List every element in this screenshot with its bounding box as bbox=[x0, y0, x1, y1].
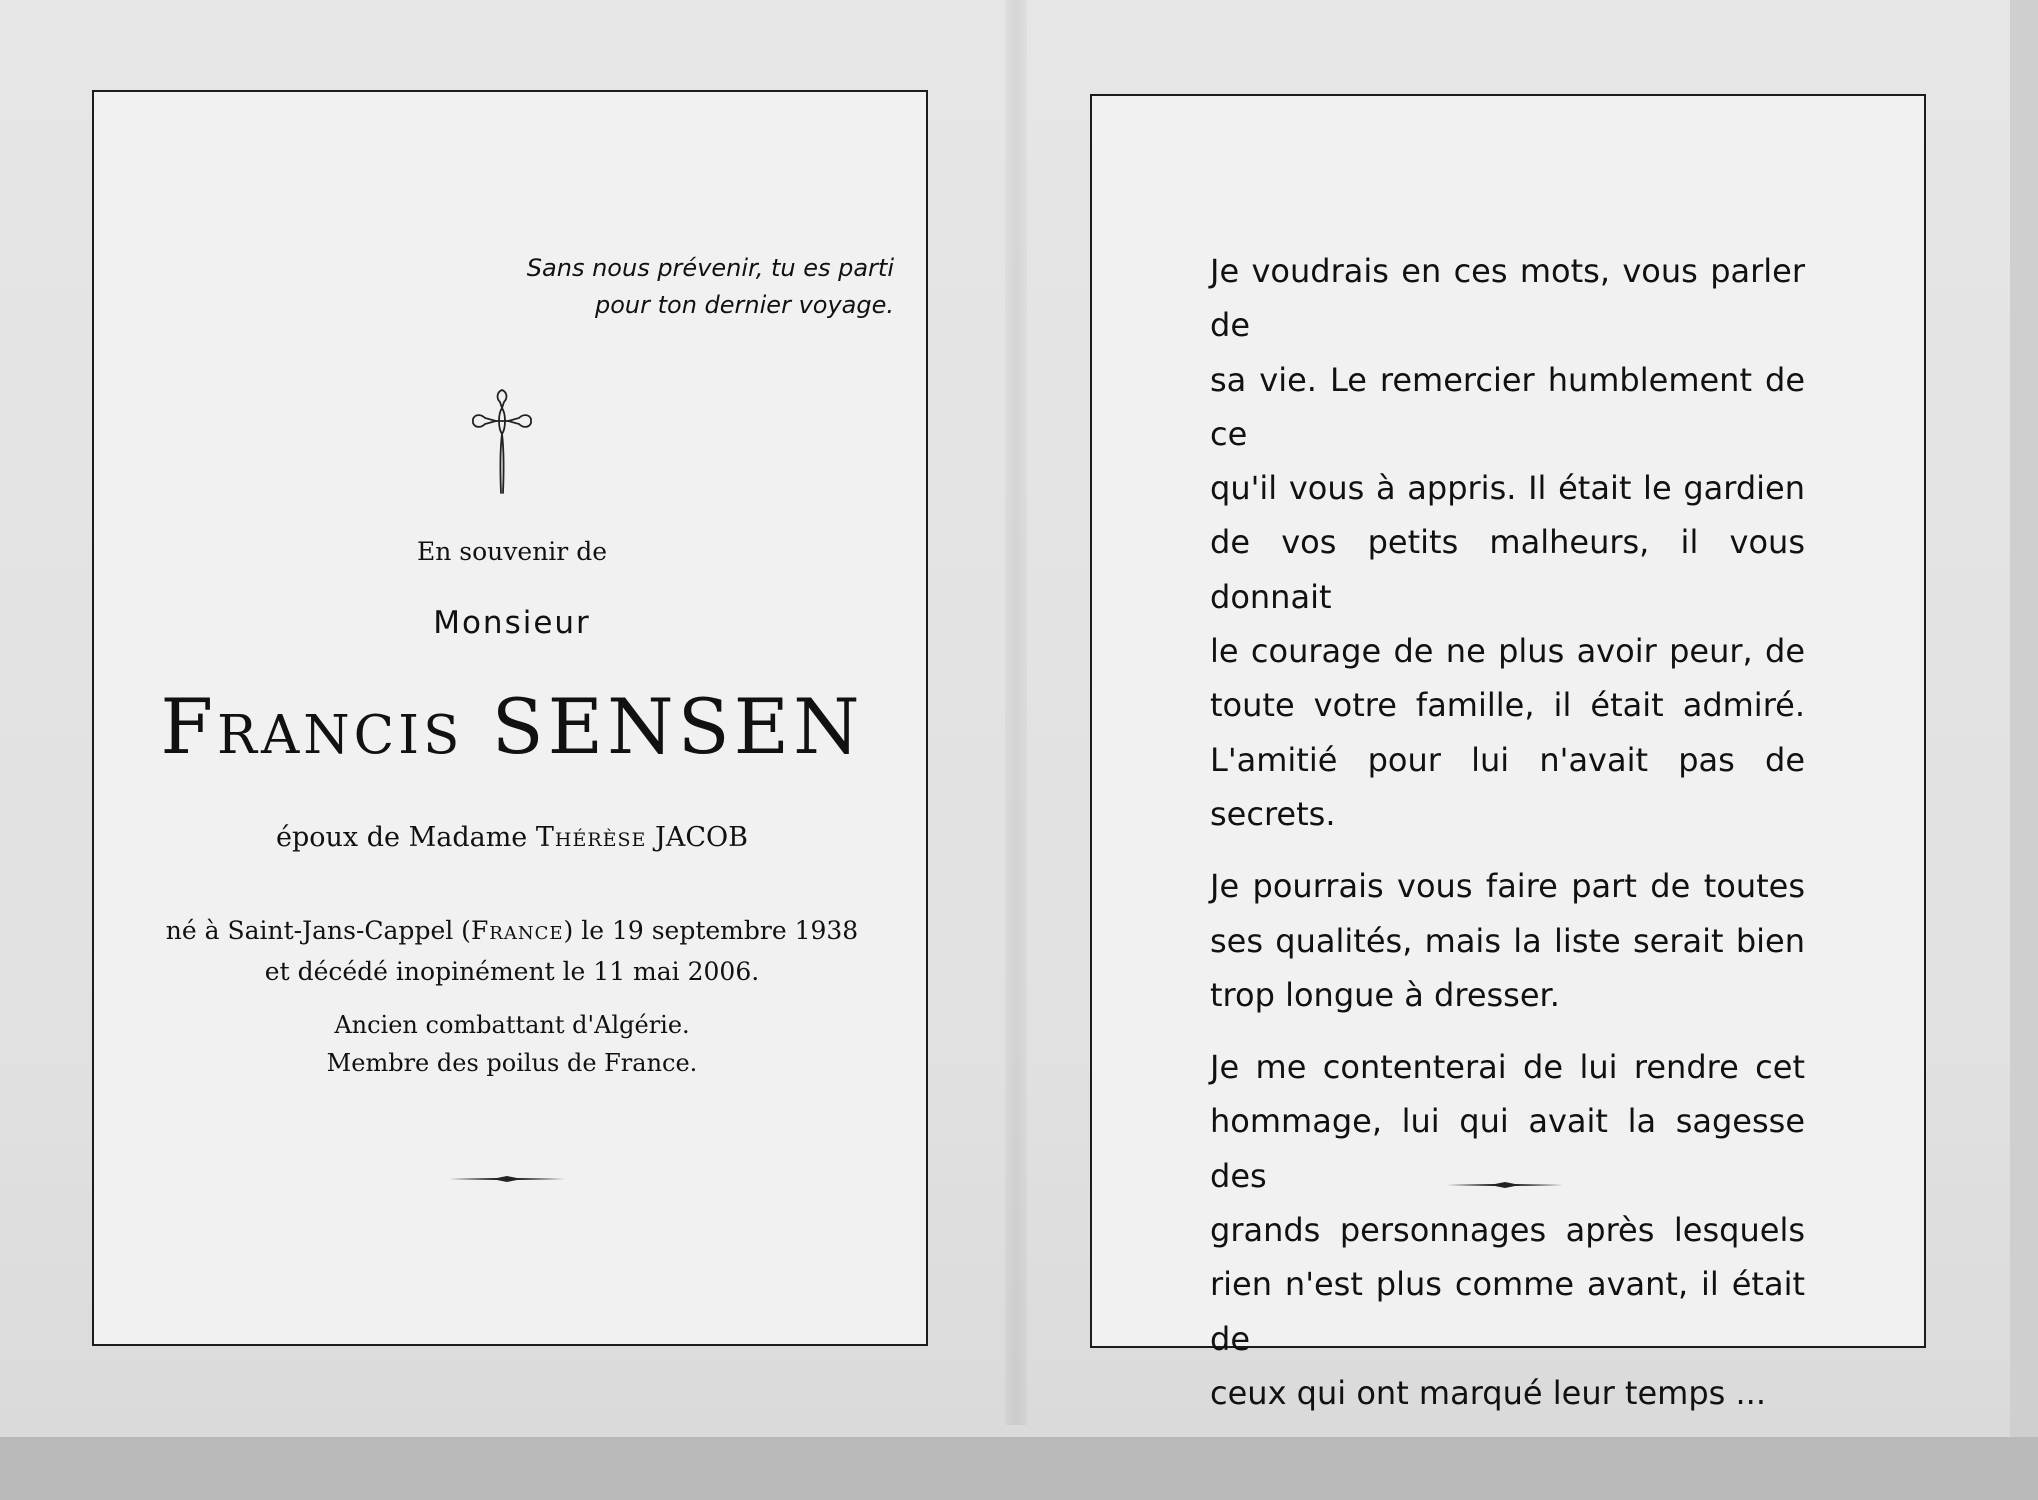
divider-ornament-icon bbox=[1445, 1178, 1565, 1192]
deceased-name bbox=[94, 682, 930, 771]
epigraph-line-2: pour ton dernier voyage. bbox=[595, 291, 894, 319]
card-fold bbox=[1005, 0, 1027, 1425]
ornate-cross-icon bbox=[469, 388, 535, 496]
tribute-paragraph-3 bbox=[1210, 1040, 1805, 1420]
text-line: sa vie. Le remercier humblement de ce bbox=[1210, 360, 1805, 453]
text-line: trop longue à dresser. bbox=[1210, 975, 1560, 1014]
deceased-last-name: SENSEN bbox=[491, 682, 864, 771]
text-line: toute votre famille, il était admiré. bbox=[1210, 686, 1805, 725]
deceased-first-name: Francis bbox=[160, 682, 464, 771]
tribute-paragraph-1 bbox=[1210, 244, 1805, 841]
service-details bbox=[94, 1006, 930, 1082]
text-line: Je voudrais en ces mots, vous parler de bbox=[1210, 252, 1805, 345]
birth-country: France bbox=[470, 916, 564, 945]
birth-death-details bbox=[94, 910, 930, 992]
text-line: ceux qui ont marqué leur temps ... bbox=[1210, 1373, 1766, 1412]
tribute-text bbox=[1210, 244, 1805, 1438]
text-line: ses qualités, mais la liste serait bien bbox=[1210, 921, 1805, 960]
right-card-panel bbox=[1090, 94, 1926, 1412]
text-line: rien n'est plus comme avant, il était de bbox=[1210, 1265, 1805, 1358]
text-line: Je me contenterai de lui rendre cet bbox=[1210, 1048, 1805, 1087]
epigraph bbox=[394, 250, 894, 324]
text-line: le courage de ne plus avoir peur, de bbox=[1210, 632, 1805, 671]
text-line: grands personnages après lesquels bbox=[1210, 1211, 1805, 1250]
text-line: L'amitié pour lui n'avait pas de secrets. bbox=[1210, 740, 1805, 833]
spouse-first-name: Thérèse bbox=[535, 822, 647, 853]
left-card-panel bbox=[92, 90, 928, 1346]
souvenir-heading: En souvenir de bbox=[417, 537, 607, 566]
epigraph-line-1: Sans nous prévenir, tu es parti bbox=[526, 254, 894, 282]
tribute-paragraph-2 bbox=[1210, 859, 1805, 1022]
service-line-1: Ancien combattant d'Algérie. bbox=[334, 1011, 690, 1039]
birth-line bbox=[94, 910, 930, 951]
text-line: Je pourrais vous faire part de toutes bbox=[1210, 867, 1805, 906]
spouse-last-name: JACOB bbox=[655, 822, 748, 853]
death-line: et décédé inopinément le 11 mai 2006. bbox=[264, 957, 760, 986]
service-line-2: Membre des poilus de France. bbox=[326, 1049, 698, 1077]
scan-edge bbox=[2010, 0, 2038, 1440]
text-line: qu'il vous à appris. Il était le gardien bbox=[1210, 469, 1805, 508]
birth-prefix: né à Saint-Jans-Cappel ( bbox=[165, 916, 471, 945]
honorific: Monsieur bbox=[433, 605, 591, 641]
spouse-line bbox=[94, 822, 930, 853]
spouse-prefix: époux de Madame bbox=[276, 822, 528, 853]
birth-suffix: ) le 19 septembre 1938 bbox=[563, 916, 859, 945]
text-line: de vos petits malheurs, il vous donnait bbox=[1210, 523, 1805, 616]
text-line: hommage, lui qui avait la sagesse des bbox=[1210, 1102, 1805, 1195]
scanner-bed bbox=[0, 1437, 2038, 1500]
divider-ornament-icon bbox=[447, 1172, 567, 1186]
